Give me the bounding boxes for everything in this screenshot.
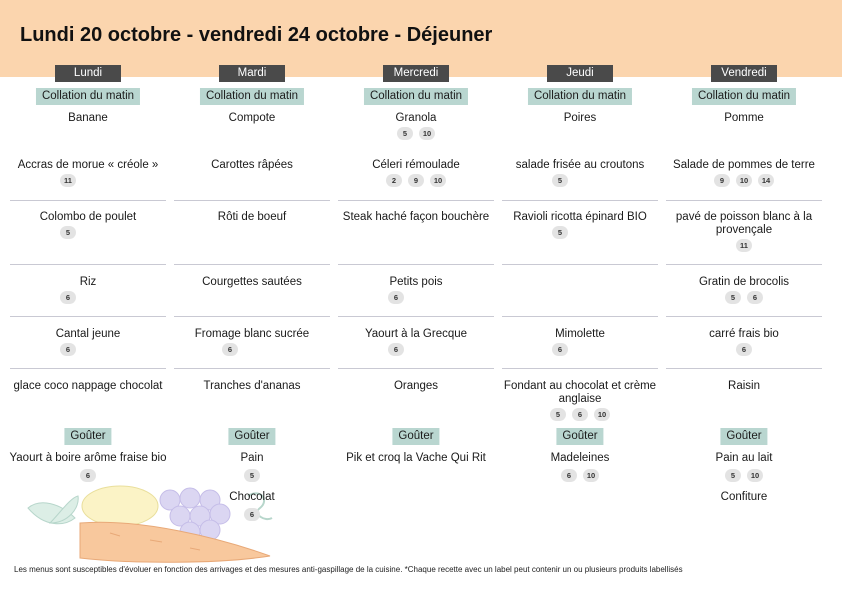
allergen-tag: 10 bbox=[594, 408, 610, 421]
row-divider bbox=[338, 368, 494, 369]
allergen-tag: 9 bbox=[714, 174, 730, 187]
allergen-tags bbox=[170, 469, 334, 482]
row-divider bbox=[666, 264, 822, 265]
gouter-label: Goûter bbox=[720, 428, 767, 445]
gouter-dish: Confiture bbox=[720, 491, 768, 503]
gouter-dish: Madeleines bbox=[550, 452, 610, 464]
gouter-label: Goûter bbox=[556, 428, 603, 445]
day-label: Jeudi bbox=[547, 65, 613, 82]
dessert-dish: Oranges bbox=[393, 380, 439, 392]
collation-label: Collation du matin bbox=[364, 88, 468, 105]
row-divider bbox=[174, 200, 330, 201]
allergen-tag: 5 bbox=[552, 226, 568, 239]
row-divider bbox=[666, 200, 822, 201]
allergen-tags bbox=[662, 239, 826, 252]
allergen-tag: 6 bbox=[60, 343, 76, 356]
allergen-tag: 5 bbox=[60, 226, 76, 239]
page-title: Lundi 20 octobre - vendredi 24 octobre - Déjeuner bbox=[20, 24, 493, 46]
allergen-tags bbox=[334, 291, 498, 304]
plat-dish: Ravioli ricotta épinard BIO bbox=[513, 211, 647, 223]
collation-label: Collation du matin bbox=[36, 88, 140, 105]
day-column-vendredi bbox=[662, 0, 826, 540]
footnote: Les menus sont susceptibles d'évoluer en fonction des arrivages et des mesures anti-gaspillage de la cuisine. *Chaque recette avec un label peut contenir un ou plusieurs produits labellisés bbox=[14, 565, 683, 574]
allergen-tag: 6 bbox=[60, 291, 76, 304]
allergen-tag: 11 bbox=[60, 174, 76, 187]
day-label: Vendredi bbox=[711, 65, 777, 82]
gouter-dish: Pain au lait bbox=[715, 452, 773, 464]
allergen-tag: 5 bbox=[397, 127, 413, 140]
allergen-tag: 5 bbox=[725, 291, 741, 304]
gouter-dish: Pain bbox=[240, 452, 264, 464]
day-column-jeudi bbox=[498, 0, 662, 540]
row-divider bbox=[502, 264, 658, 265]
allergen-tag: 10 bbox=[583, 469, 599, 482]
dessert-dish: Tranches d'ananas bbox=[203, 380, 301, 392]
day-label: Lundi bbox=[55, 65, 121, 82]
accompagnement-dish: Gratin de brocolis bbox=[698, 276, 790, 288]
allergen-tags bbox=[334, 127, 498, 140]
row-divider bbox=[666, 316, 822, 317]
allergen-tag: 10 bbox=[736, 174, 752, 187]
accompagnement-dish: Riz bbox=[79, 276, 97, 288]
plat-dish: Steak haché façon bouchère bbox=[342, 211, 490, 223]
gouter-label: Goûter bbox=[64, 428, 111, 445]
day-column-mardi bbox=[170, 0, 334, 540]
allergen-tag: 5 bbox=[244, 469, 260, 482]
dessert-dish: Raisin bbox=[728, 380, 760, 392]
fromage-dish: Cantal jeune bbox=[55, 328, 121, 340]
allergen-tag: 9 bbox=[408, 174, 424, 187]
allergen-tag: 5 bbox=[725, 469, 741, 482]
allergen-tags bbox=[170, 508, 334, 521]
fromage-dish: carré frais bio bbox=[709, 328, 779, 340]
row-divider bbox=[502, 316, 658, 317]
plat-dish: Rôti de boeuf bbox=[217, 211, 287, 223]
collation-dish: Poires bbox=[563, 112, 597, 124]
row-divider bbox=[174, 316, 330, 317]
allergen-tag: 6 bbox=[561, 469, 577, 482]
allergen-tags bbox=[6, 226, 170, 239]
row-divider bbox=[174, 368, 330, 369]
collation-dish: Banane bbox=[68, 112, 108, 124]
allergen-tag: 2 bbox=[386, 174, 402, 187]
row-divider bbox=[10, 264, 166, 265]
allergen-tags bbox=[170, 343, 334, 356]
day-column-mercredi bbox=[334, 0, 498, 540]
row-divider bbox=[10, 200, 166, 201]
row-divider bbox=[338, 316, 494, 317]
entree-dish: Céleri rémoulade bbox=[372, 159, 460, 171]
allergen-tag: 6 bbox=[572, 408, 588, 421]
allergen-tag: 6 bbox=[222, 343, 238, 356]
allergen-tags bbox=[6, 174, 170, 187]
day-label: Mardi bbox=[219, 65, 285, 82]
allergen-tags bbox=[498, 408, 662, 421]
allergen-tag: 6 bbox=[244, 508, 260, 521]
allergen-tag: 6 bbox=[552, 343, 568, 356]
allergen-tag: 6 bbox=[747, 291, 763, 304]
collation-label: Collation du matin bbox=[200, 88, 304, 105]
entree-dish: salade frisée au croutons bbox=[515, 159, 645, 171]
allergen-tags bbox=[662, 174, 826, 187]
row-divider bbox=[338, 264, 494, 265]
allergen-tags bbox=[6, 469, 170, 482]
gouter-label: Goûter bbox=[392, 428, 439, 445]
fromage-dish: Fromage blanc sucrée bbox=[194, 328, 310, 340]
allergen-tags bbox=[662, 469, 826, 482]
collation-dish: Compote bbox=[228, 112, 276, 124]
allergen-tags bbox=[334, 174, 498, 187]
plat-dish: pavé de poisson blanc à la provençale bbox=[675, 211, 813, 236]
allergen-tag: 11 bbox=[736, 239, 752, 252]
plat-dish: Colombo de poulet bbox=[39, 211, 137, 223]
allergen-tag: 6 bbox=[80, 469, 96, 482]
gouter-dish: Yaourt à boire arôme fraise bio bbox=[9, 452, 167, 464]
dessert-dish: Fondant au chocolat et crème anglaise bbox=[503, 380, 657, 405]
row-divider bbox=[10, 316, 166, 317]
allergen-tag: 10 bbox=[747, 469, 763, 482]
allergen-tag: 14 bbox=[758, 174, 774, 187]
allergen-tag: 10 bbox=[419, 127, 435, 140]
allergen-tag: 6 bbox=[736, 343, 752, 356]
fromage-dish: Yaourt à la Grecque bbox=[364, 328, 468, 340]
gouter-dish: Chocolat bbox=[229, 491, 275, 503]
allergen-tags bbox=[662, 343, 826, 356]
row-divider bbox=[174, 264, 330, 265]
day-column-lundi bbox=[6, 0, 170, 540]
allergen-tags bbox=[498, 343, 662, 356]
allergen-tags bbox=[6, 343, 170, 356]
collation-label: Collation du matin bbox=[692, 88, 796, 105]
day-label: Mercredi bbox=[383, 65, 449, 82]
row-divider bbox=[10, 368, 166, 369]
allergen-tags bbox=[498, 469, 662, 482]
gouter-label: Goûter bbox=[228, 428, 275, 445]
allergen-tags bbox=[662, 291, 826, 304]
gouter-dish: Pik et croq la Vache Qui Rit bbox=[346, 452, 486, 464]
allergen-tag: 6 bbox=[388, 291, 404, 304]
collation-dish: Granola bbox=[395, 112, 437, 124]
allergen-tags bbox=[498, 174, 662, 187]
allergen-tag: 5 bbox=[550, 408, 566, 421]
entree-dish: Salade de pommes de terre bbox=[673, 159, 815, 171]
dessert-dish: glace coco nappage chocolat bbox=[13, 380, 163, 392]
allergen-tag: 5 bbox=[552, 174, 568, 187]
allergen-tags bbox=[6, 291, 170, 304]
accompagnement-dish: Petits pois bbox=[389, 276, 443, 288]
row-divider bbox=[666, 368, 822, 369]
collation-dish: Pomme bbox=[724, 112, 764, 124]
collation-label: Collation du matin bbox=[528, 88, 632, 105]
allergen-tag: 10 bbox=[430, 174, 446, 187]
fromage-dish: Mimolette bbox=[555, 328, 605, 340]
accompagnement-dish: Courgettes sautées bbox=[202, 276, 302, 288]
allergen-tag: 6 bbox=[388, 343, 404, 356]
row-divider bbox=[338, 200, 494, 201]
entree-dish: Accras de morue « créole » bbox=[17, 159, 159, 171]
entree-dish: Carottes râpées bbox=[211, 159, 293, 171]
allergen-tags bbox=[498, 226, 662, 239]
row-divider bbox=[502, 200, 658, 201]
row-divider bbox=[502, 368, 658, 369]
allergen-tags bbox=[334, 343, 498, 356]
